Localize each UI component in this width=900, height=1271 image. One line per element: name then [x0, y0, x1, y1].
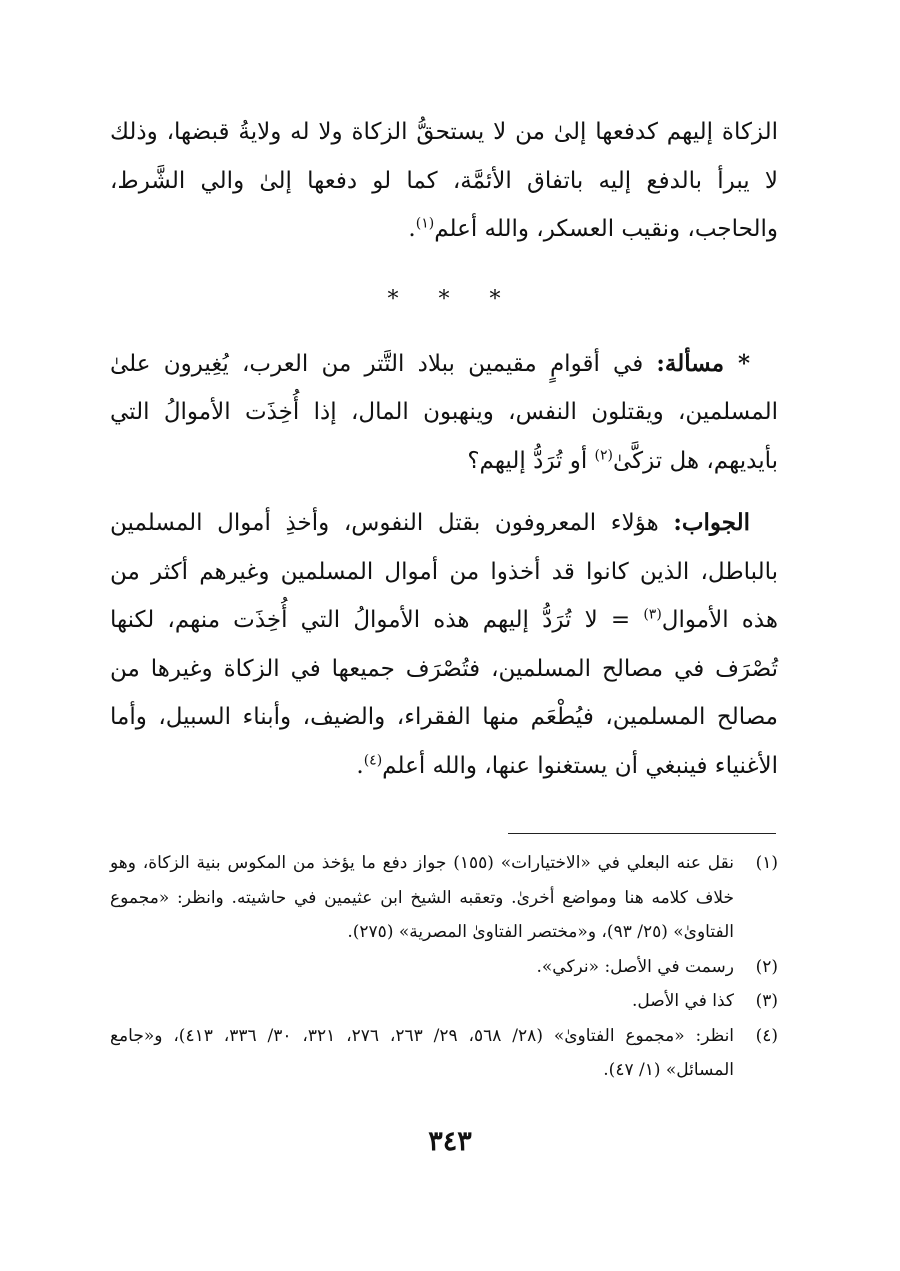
footnote-text: نقل عنه البعلي في «الاختيارات» (١٥٥) جواز دفع ما يؤخذ من المكوس بنية الزكاة، وهو خلاف كلامه هنا ومواضع أخرىٰ. وتعقبه الشيخ ابن عثيمين في حاشيته. وانظر: «مجموع الفتاوىٰ» (٢٥/ ٩٣)، و«مختصر الفتاوىٰ المصرية» (٢٧٥). — [110, 853, 734, 942]
question-paragraph — [110, 340, 778, 486]
footnote-text: كذا في الأصل. — [632, 991, 734, 1011]
question-text-a: في أقوامٍ مقيمين ببلاد التَّتر من العرب، يُغِيرون علىٰ المسلمين، ويقتلون النفس، وينهبون المال، إذا أُخِذَت الأموالُ التي بأيديهم، هل تزكَّىٰ — [110, 350, 778, 474]
footnotes — [110, 846, 778, 1088]
answer-text-b: = لا تُرَدُّ إليهم هذه الأموالُ التي أُخِذَت منهم، لكنها تُصْرَف في مصالح المسلمين، فتُصْرَف جميعها في الزكاة وغيرها من مصالح المسلمين، فيُطْعَم منها الفقراء، والضيف، وأبناء السبيل، وأما الأغنياء فينبغي أن يستغنوا عنها، والله أعلم — [110, 607, 778, 779]
footnote-separator — [508, 833, 776, 834]
section-divider — [110, 280, 778, 320]
answer-label: الجواب: — [673, 509, 750, 536]
footnote-item — [110, 1019, 778, 1088]
footnote-number: (١) — [755, 853, 778, 873]
footnote-item — [110, 950, 778, 985]
question-text-b: أو تُرَدُّ إليهم؟ — [467, 447, 595, 474]
footnote-item — [110, 984, 778, 1019]
footnote-item — [110, 846, 778, 950]
answer-text-a: هؤلاء المعروفون بقتل النفوس، وأخذِ أموال المسلمين بالباطل، الذين كانوا قد أخذوا من أموال المسلمين وغيرهم أكثر من هذه الأموال — [110, 510, 779, 633]
main-text — [110, 108, 778, 790]
paragraph-continuation — [110, 108, 778, 254]
footnote-text: انظر: «مجموع الفتاوىٰ» (٢٨/ ٥٦٨، ٢٩/ ٢٦٣، ٢٧٦، ٣٢١، ٣٠/ ٣٣٦، ٤١٣)، و«جامع المسائل» (١/ ٤٧). — [110, 1025, 735, 1080]
page-body — [110, 108, 778, 790]
answer-paragraph — [110, 499, 778, 790]
question-star: * — [724, 349, 750, 377]
footnote-number: (٤) — [755, 1025, 778, 1046]
footnote-number: (٣) — [755, 991, 778, 1011]
footnote-number: (٢) — [755, 956, 778, 977]
footnote-ref-4[interactable]: (٤) — [363, 751, 383, 768]
answer-end: . — [356, 752, 364, 779]
divider-star-2: * — [438, 286, 450, 312]
footnote-text: رسمت في الأصل: «نركي». — [536, 956, 734, 977]
footnote-ref-1[interactable]: (١) — [415, 215, 435, 232]
divider-star-1: * — [387, 286, 399, 312]
page-number: ٣٤٣ — [428, 1126, 472, 1157]
paragraph-1-text: الزكاة إليهم كدفعها إلىٰ من لا يستحقُّ الزكاة ولا له ولايةُ قبضها، وذلك لا يبرأ بالدفع إليه باتفاق الأئمَّة، كما لو دفعها إلىٰ والي الشَّرط، والحاجب، ونقيب العسكر، والله أعلم — [110, 119, 778, 242]
paragraph-1-end: . — [408, 216, 416, 242]
footnote-ref-2[interactable]: (٢) — [594, 446, 613, 463]
divider-star-3: * — [489, 286, 501, 312]
footnote-ref-3[interactable]: (٣) — [643, 606, 662, 623]
question-label: مسألة: — [656, 349, 725, 377]
